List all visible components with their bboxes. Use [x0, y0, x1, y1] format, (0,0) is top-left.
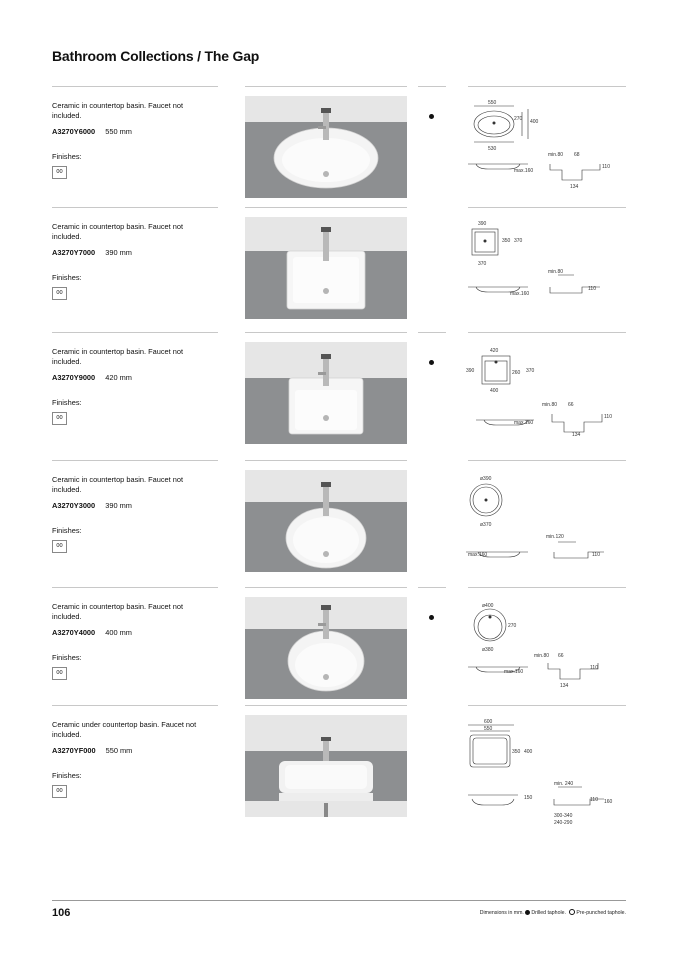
- product-code: A3270Y9000: [52, 373, 96, 382]
- technical-drawing: [462, 340, 632, 436]
- product-code: A3270YF000: [52, 746, 96, 755]
- svg-text:350: 350: [512, 749, 521, 755]
- product-photo: [245, 342, 407, 444]
- technical-drawing: [462, 468, 632, 564]
- svg-text:max.160: max.160: [504, 669, 524, 675]
- svg-text:270: 270: [508, 623, 517, 629]
- svg-text:420: 420: [490, 348, 499, 354]
- drilled-taphole-icon: [429, 360, 434, 365]
- dimensions-legend: [480, 909, 626, 916]
- page-number: 106: [52, 907, 71, 919]
- svg-text:300-340: 300-340: [554, 813, 573, 819]
- svg-text:370: 370: [526, 368, 535, 374]
- finish-swatch: 00: [52, 667, 67, 680]
- product-description: Ceramic in countertop basin. Faucet not included.: [52, 475, 184, 494]
- legend-drilled: Drilled taphole.: [531, 910, 566, 916]
- footer-divider: [52, 900, 626, 901]
- svg-text:min.80: min.80: [542, 402, 558, 408]
- drilled-taphole-icon: [429, 114, 434, 119]
- product-photo: [245, 470, 407, 572]
- drilled-taphole-icon: [429, 615, 434, 620]
- svg-text:min.120: min.120: [546, 534, 564, 540]
- product-row: [0, 86, 678, 212]
- svg-text:390: 390: [478, 221, 487, 227]
- product-description: Ceramic in countertop basin. Faucet not included.: [52, 101, 184, 120]
- svg-text:400: 400: [490, 388, 499, 394]
- finish-swatch: 00: [52, 412, 67, 425]
- product-size: 400 mm: [105, 628, 132, 637]
- svg-text:110: 110: [590, 665, 598, 671]
- svg-text:240-290: 240-290: [554, 820, 573, 826]
- svg-text:max.160: max.160: [514, 168, 534, 174]
- product-description: Ceramic in countertop basin. Faucet not included.: [52, 222, 184, 241]
- product-photo: [245, 217, 407, 319]
- svg-text:550: 550: [484, 726, 493, 732]
- svg-text:ø370: ø370: [480, 522, 492, 528]
- svg-text:ø390: ø390: [480, 476, 492, 482]
- product-row: [0, 207, 678, 333]
- svg-text:min.80: min.80: [548, 269, 564, 275]
- product-row: [0, 460, 678, 586]
- svg-text:68: 68: [574, 152, 580, 158]
- product-row: [0, 705, 678, 831]
- svg-text:max.160: max.160: [514, 420, 534, 426]
- svg-text:350: 350: [502, 238, 511, 244]
- svg-text:max.160: max.160: [468, 552, 488, 558]
- product-size: 550 mm: [105, 127, 132, 136]
- svg-text:110: 110: [592, 552, 600, 558]
- product-photo: [245, 597, 407, 699]
- svg-text:160: 160: [604, 799, 613, 805]
- svg-text:550: 550: [488, 100, 497, 106]
- svg-text:400: 400: [530, 119, 539, 125]
- svg-text:390: 390: [466, 368, 475, 374]
- product-size: 390 mm: [105, 248, 132, 257]
- svg-text:ø380: ø380: [482, 647, 494, 653]
- finishes-label: Finishes:: [52, 771, 82, 780]
- svg-text:134: 134: [570, 184, 579, 190]
- svg-text:min.80: min.80: [548, 152, 564, 158]
- svg-text:150: 150: [524, 795, 533, 801]
- finishes-label: Finishes:: [52, 526, 82, 535]
- pre-punched-taphole-icon: [569, 909, 575, 915]
- product-size: 420 mm: [105, 373, 132, 382]
- svg-text:min.80: min.80: [534, 653, 550, 659]
- svg-text:ø400: ø400: [482, 603, 494, 609]
- product-description: Ceramic in countertop basin. Faucet not included.: [52, 602, 184, 621]
- legend-prefix: Dimensions in mm.: [479, 910, 524, 916]
- product-code: A3270Y6000: [52, 127, 96, 136]
- technical-drawing: [462, 215, 632, 311]
- finish-swatch: 00: [52, 540, 67, 553]
- svg-text:66: 66: [558, 653, 564, 659]
- technical-drawing: [462, 94, 632, 190]
- drilled-taphole-icon: [525, 910, 530, 915]
- svg-text:110: 110: [590, 797, 598, 803]
- finishes-label: Finishes:: [52, 653, 82, 662]
- svg-text:270: 270: [514, 116, 523, 122]
- finish-swatch: 00: [52, 785, 67, 798]
- svg-text:134: 134: [560, 683, 569, 689]
- product-size: 550 mm: [105, 746, 133, 755]
- product-description: Ceramic in countertop basin. Faucet not included.: [52, 347, 184, 366]
- product-code: A3270Y7000: [52, 248, 96, 257]
- product-photo: [245, 96, 407, 198]
- legend-prepunched: Pre-punched taphole.: [576, 910, 626, 916]
- product-code: A3270Y4000: [52, 628, 96, 637]
- product-code: A3270Y3000: [52, 501, 96, 510]
- finishes-label: Finishes:: [52, 273, 82, 282]
- svg-text:66: 66: [568, 402, 574, 408]
- svg-text:370: 370: [478, 261, 487, 267]
- page-title: Bathroom Collections / The Gap: [52, 48, 260, 64]
- svg-text:260: 260: [512, 370, 521, 376]
- product-row: [0, 332, 678, 458]
- svg-text:110: 110: [588, 286, 596, 292]
- finish-swatch: 00: [52, 166, 67, 179]
- finishes-label: Finishes:: [52, 152, 82, 161]
- product-size: 390 mm: [105, 501, 132, 510]
- product-description: Ceramic under countertop basin. Faucet not included.: [52, 720, 197, 739]
- svg-text:530: 530: [488, 146, 497, 152]
- product-photo: [245, 715, 407, 817]
- finishes-label: Finishes:: [52, 398, 82, 407]
- finish-swatch: 00: [52, 287, 67, 300]
- svg-text:110: 110: [604, 414, 612, 420]
- svg-text:134: 134: [572, 432, 581, 438]
- technical-drawing: [462, 595, 632, 691]
- svg-text:600: 600: [484, 719, 493, 725]
- svg-text:max.160: max.160: [510, 291, 530, 297]
- svg-text:370: 370: [514, 238, 523, 244]
- svg-text:110: 110: [602, 164, 610, 170]
- svg-text:400: 400: [524, 749, 533, 755]
- product-row: [0, 587, 678, 713]
- svg-text:min. 240: min. 240: [554, 781, 574, 787]
- technical-drawing: [462, 713, 632, 826]
